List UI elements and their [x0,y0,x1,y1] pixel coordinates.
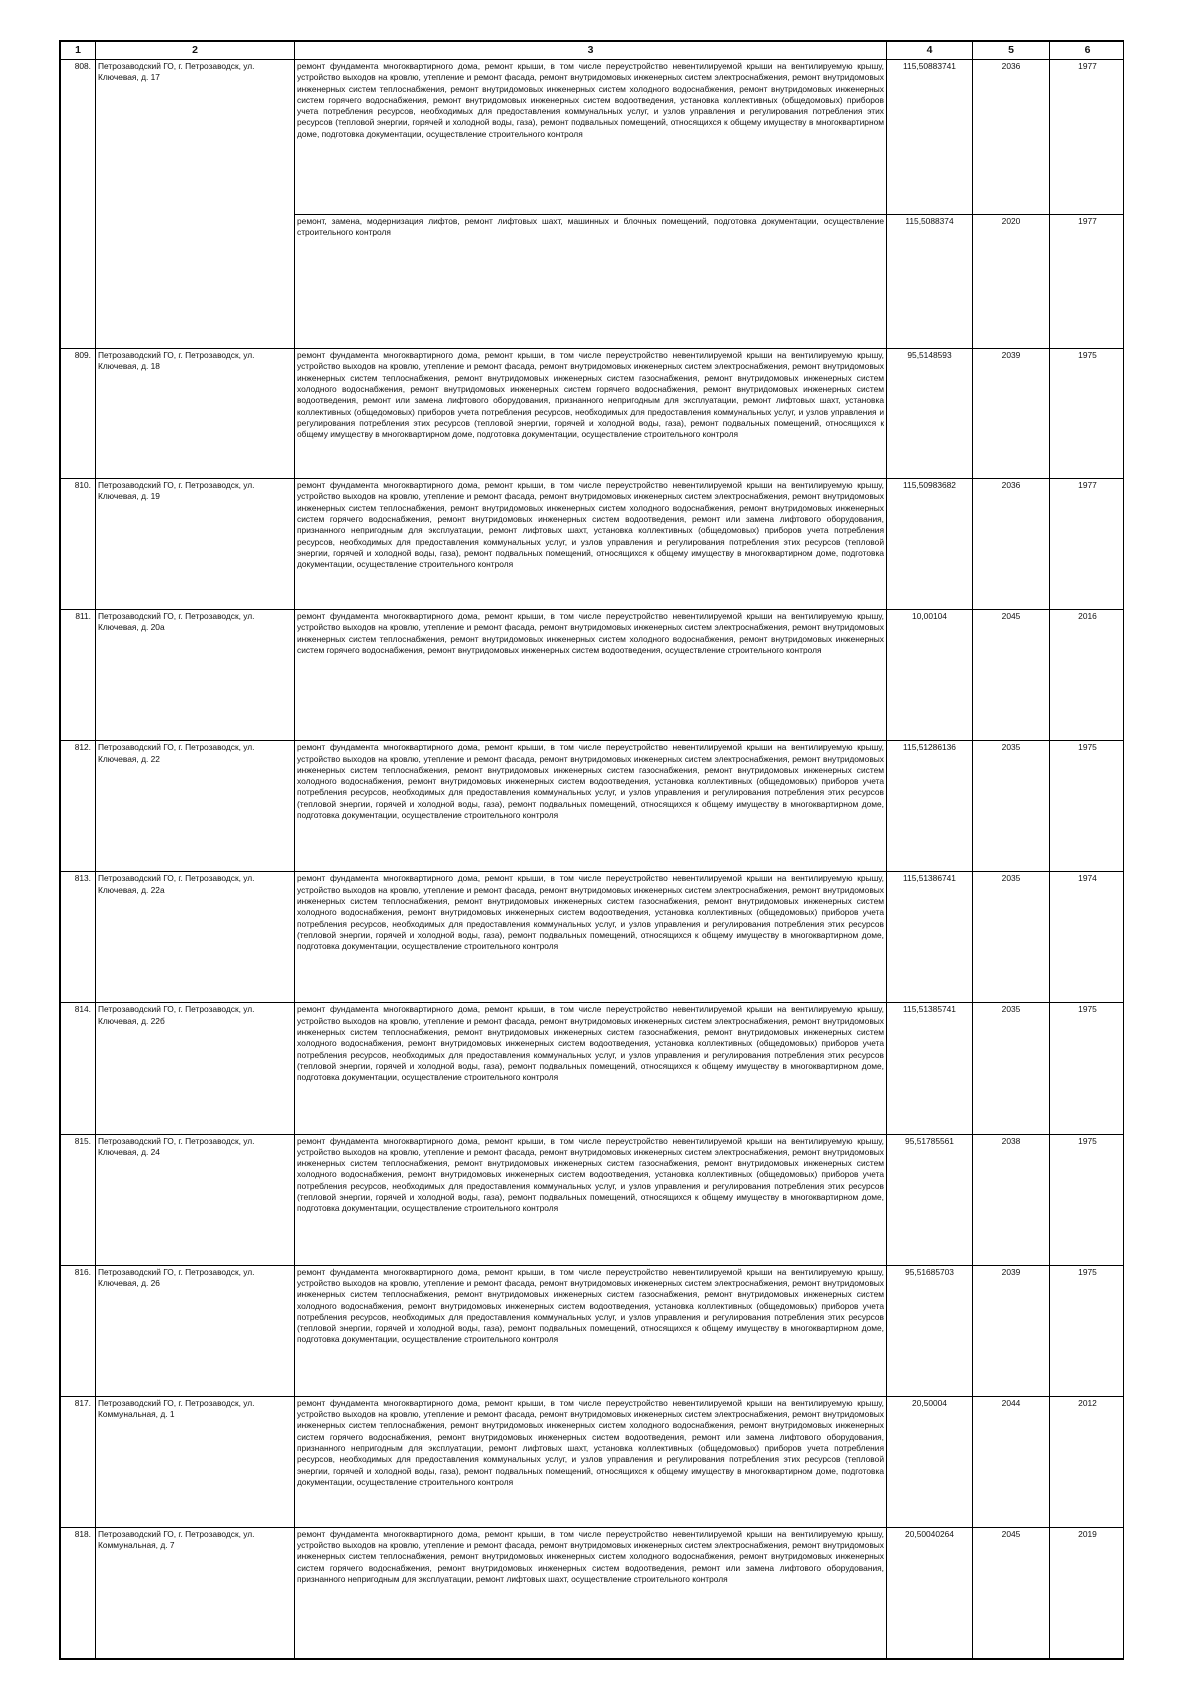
work-description-cell: ремонт фундамента многоквартирного дома, ремонт крыши, в том числе переустройство невентилируемой крыши на вентилируемую крышу, устройство выходов на кровлю, утепление и ремонт фасада, ремонт внутридомовых инженерных систем электроснабжения, ремонт внутридомовых инженерных систем теплоснабжения, ремонт внутридомовых инженерных систем холодного водоснабжения, ремонт внутридомовых инженерных систем горячего водоснабжения, ремонт внутридомовых инженерных систем водоотведения, ремонт или замена лифтового оборудования, признанного непригодным для эксплуатации, ремонт лифтовых шахт, осуществление строительного контроля [295,1527,887,1658]
year-planned-cell: 2035 [973,872,1050,1003]
table-row [61,1003,1125,1134]
col4-value-cell: 95,5148593 [887,349,973,479]
year-built-cell: 1977 [1050,479,1125,610]
row-number: 816. [61,1265,96,1396]
col4-value-cell: 20,50004 [887,1396,973,1527]
address-cell: Петрозаводский ГО, г. Петрозаводск, ул. Ключевая, д. 20а [96,610,295,741]
col4-value-cell: 115,50883741 [887,60,973,215]
year-planned-cell: 2035 [973,741,1050,872]
table-row [61,741,1125,872]
year-planned-cell: 2045 [973,610,1050,741]
row-number: 814. [61,1003,96,1134]
col4-value-cell: 115,51386741 [887,872,973,1003]
work-description-cell: ремонт фундамента многоквартирного дома, ремонт крыши, в том числе переустройство невентилируемой крыши на вентилируемую крышу, устройство выходов на кровлю, утепление и ремонт фасада, ремонт внутридомовых инженерных систем электроснабжения, ремонт внутридомовых инженерных систем теплоснабжения, ремонт внутридомовых инженерных систем холодного водоснабжения, ремонт внутридомовых инженерных систем горячего водоснабжения, ремонт внутридомовых инженерных систем водоотведения, установка коллективных (общедомовых) приборов учета потребления ресурсов, необходимых для предоставления коммунальных услуг, и узлов управления и регулирования потребления этих ресурсов (тепловой энергии, горячей и холодной воды, газа), ремонт подвальных помещений, относящихся к общему имуществу в многоквартирном доме, подготовка документации, осуществление строительного контроля [295,60,887,215]
capital-repair-table [60,41,1124,1659]
table-row [61,610,1125,741]
work-description-cell: ремонт фундамента многоквартирного дома, ремонт крыши, в том числе переустройство невентилируемой крыши на вентилируемую крышу, устройство выходов на кровлю, утепление и ремонт фасада, ремонт внутридомовых инженерных систем электроснабжения, ремонт внутридомовых инженерных систем теплоснабжения, ремонт внутридомовых инженерных систем холодного водоснабжения, ремонт внутридомовых инженерных систем горячего водоснабжения, ремонт внутридомовых инженерных систем водоотведения, ремонт или замена лифтового оборудования, признанного непригодным для эксплуатации, ремонт лифтовых шахт, установка коллективных (общедомовых) приборов учета потребления ресурсов, необходимых для предоставления коммунальных услуг, и узлов управления и регулирования потребления этих ресурсов (тепловой энергии, горячей и холодной воды, газа), ремонт подвальных помещений, относящихся к общему имуществу в многоквартирном доме, подготовка документации, осуществление строительного контроля [295,479,887,610]
row-number: 808. [61,60,96,349]
col4-value-cell: 10,00104 [887,610,973,741]
address-cell: Петрозаводский ГО, г. Петрозаводск, ул. Ключевая, д. 17 [96,60,295,349]
year-built-cell: 2019 [1050,1527,1125,1658]
year-planned-cell: 2020 [973,214,1050,348]
row-number: 815. [61,1134,96,1265]
table-header-row [61,42,1125,60]
table-row [61,349,1125,479]
row-number: 810. [61,479,96,610]
address-cell: Петрозаводский ГО, г. Петрозаводск, ул. Ключевая, д. 24 [96,1134,295,1265]
year-built-cell: 1977 [1050,214,1125,348]
work-description-cell: ремонт фундамента многоквартирного дома, ремонт крыши, в том числе переустройство невентилируемой крыши на вентилируемую крышу, устройство выходов на кровлю, утепление и ремонт фасада, ремонт внутридомовых инженерных систем электроснабжения, ремонт внутридомовых инженерных систем теплоснабжения, ремонт внутридомовых инженерных систем газоснабжения, ремонт внутридомовых инженерных систем холодного водоснабжения, ремонт внутридомовых инженерных систем водоотведения, установка коллективных (общедомовых) приборов учета потребления ресурсов, необходимых для предоставления коммунальных услуг, и узлов управления и регулирования потребления этих ресурсов (тепловой энергии, горячей и холодной воды, газа), ремонт подвальных помещений, относящихся к общему имуществу в многоквартирном доме, подготовка документации, осуществление строительного контроля [295,1003,887,1134]
work-description-cell: ремонт фундамента многоквартирного дома, ремонт крыши, в том числе переустройство невентилируемой крыши на вентилируемую крышу, устройство выходов на кровлю, утепление и ремонт фасада, ремонт внутридомовых инженерных систем электроснабжения, ремонт внутридомовых инженерных систем теплоснабжения, ремонт внутридомовых инженерных систем холодного водоснабжения, ремонт внутридомовых инженерных систем горячего водоснабжения, ремонт внутридомовых инженерных систем водоотведения, осуществление строительного контроля [295,610,887,741]
work-description-cell: ремонт фундамента многоквартирного дома, ремонт крыши, в том числе переустройство невентилируемой крыши на вентилируемую крышу, устройство выходов на кровлю, утепление и ремонт фасада, ремонт внутридомовых инженерных систем электроснабжения, ремонт внутридомовых инженерных систем теплоснабжения, ремонт внутридомовых инженерных систем газоснабжения, ремонт внутридомовых инженерных систем холодного водоснабжения, ремонт внутридомовых инженерных систем водоотведения, установка коллективных (общедомовых) приборов учета потребления ресурсов, необходимых для предоставления коммунальных услуг, и узлов управления и регулирования потребления этих ресурсов (тепловой энергии, горячей и холодной воды, газа), ремонт подвальных помещений, относящихся к общему имуществу в многоквартирном доме, подготовка документации, осуществление строительного контроля [295,872,887,1003]
year-planned-cell: 2038 [973,1134,1050,1265]
table-row [61,1265,1125,1396]
address-cell: Петрозаводский ГО, г. Петрозаводск, ул. Ключевая, д. 19 [96,479,295,610]
row-number: 813. [61,872,96,1003]
row-number: 818. [61,1527,96,1658]
table-body [61,60,1125,1659]
col4-value-cell: 115,50983682 [887,479,973,610]
column-header: 2 [96,42,295,60]
year-planned-cell: 2036 [973,60,1050,215]
year-planned-cell: 2036 [973,479,1050,610]
year-built-cell: 2016 [1050,610,1125,741]
year-planned-cell: 2039 [973,1265,1050,1396]
address-cell: Петрозаводский ГО, г. Петрозаводск, ул. Ключевая, д. 22 [96,741,295,872]
column-header: 1 [61,42,96,60]
work-description-cell: ремонт фундамента многоквартирного дома, ремонт крыши, в том числе переустройство невентилируемой крыши на вентилируемую крышу, устройство выходов на кровлю, утепление и ремонт фасада, ремонт внутридомовых инженерных систем электроснабжения, ремонт внутридомовых инженерных систем теплоснабжения, ремонт внутридомовых инженерных систем газоснабжения, ремонт внутридомовых инженерных систем холодного водоснабжения, ремонт внутридомовых инженерных систем водоотведения, установка коллективных (общедомовых) приборов учета потребления ресурсов, необходимых для предоставления коммунальных услуг, и узлов управления и регулирования потребления этих ресурсов (тепловой энергии, горячей и холодной воды, газа), ремонт подвальных помещений, относящихся к общему имуществу в многоквартирном доме, подготовка документации, осуществление строительного контроля [295,1265,887,1396]
table-row [61,1527,1125,1658]
col4-value-cell: 115,51286136 [887,741,973,872]
year-planned-cell: 2039 [973,349,1050,479]
address-cell: Петрозаводский ГО, г. Петрозаводск, ул. Ключевая, д. 22б [96,1003,295,1134]
column-header: 6 [1050,42,1125,60]
col4-value-cell: 115,51385741 [887,1003,973,1134]
work-description-cell: ремонт фундамента многоквартирного дома, ремонт крыши, в том числе переустройство невентилируемой крыши на вентилируемую крышу, устройство выходов на кровлю, утепление и ремонт фасада, ремонт внутридомовых инженерных систем электроснабжения, ремонт внутридомовых инженерных систем теплоснабжения, ремонт внутридомовых инженерных систем газоснабжения, ремонт внутридомовых инженерных систем холодного водоснабжения, ремонт внутридомовых инженерных систем горячего водоснабжения, ремонт внутридомовых инженерных систем водоотведения, ремонт или замена лифтового оборудования, признанного непригодным для эксплуатации, ремонт лифтовых шахт, установка коллективных (общедомовых) приборов учета потребления ресурсов, необходимых для предоставления коммунальных услуг, и узлов управления и регулирования потребления этих ресурсов (тепловой энергии, горячей и холодной воды, газа), ремонт подвальных помещений, относящихся к общему имуществу в многоквартирном доме, подготовка документации, осуществление строительного контроля [295,349,887,479]
row-number: 817. [61,1396,96,1527]
table-row [61,872,1125,1003]
address-cell: Петрозаводский ГО, г. Петрозаводск, ул. Ключевая, д. 22а [96,872,295,1003]
address-cell: Петрозаводский ГО, г. Петрозаводск, ул. Ключевая, д. 26 [96,1265,295,1396]
col4-value-cell: 115,5088374 [887,214,973,348]
year-built-cell: 1975 [1050,349,1125,479]
table-row [61,60,1125,215]
work-description-cell: ремонт фундамента многоквартирного дома, ремонт крыши, в том числе переустройство невентилируемой крыши на вентилируемую крышу, устройство выходов на кровлю, утепление и ремонт фасада, ремонт внутридомовых инженерных систем электроснабжения, ремонт внутридомовых инженерных систем теплоснабжения, ремонт внутридомовых инженерных систем газоснабжения, ремонт внутридомовых инженерных систем холодного водоснабжения, ремонт внутридомовых инженерных систем водоотведения, установка коллективных (общедомовых) приборов учета потребления ресурсов, необходимых для предоставления коммунальных услуг, и узлов управления и регулирования потребления этих ресурсов (тепловой энергии, горячей и холодной воды, газа), ремонт подвальных помещений, относящихся к общему имуществу в многоквартирном доме, подготовка документации, осуществление строительного контроля [295,1134,887,1265]
row-number: 809. [61,349,96,479]
table-row [61,479,1125,610]
column-header: 4 [887,42,973,60]
address-cell: Петрозаводский ГО, г. Петрозаводск, ул. Коммунальная, д. 7 [96,1527,295,1658]
year-built-cell: 2012 [1050,1396,1125,1527]
document-sheet [59,40,1124,1660]
col4-value-cell: 20,50040264 [887,1527,973,1658]
year-built-cell: 1975 [1050,1003,1125,1134]
year-built-cell: 1974 [1050,872,1125,1003]
year-planned-cell: 2044 [973,1396,1050,1527]
work-description-cell: ремонт фундамента многоквартирного дома, ремонт крыши, в том числе переустройство невентилируемой крыши на вентилируемую крышу, устройство выходов на кровлю, утепление и ремонт фасада, ремонт внутридомовых инженерных систем электроснабжения, ремонт внутридомовых инженерных систем теплоснабжения, ремонт внутридомовых инженерных систем холодного водоснабжения, ремонт внутридомовых инженерных систем горячего водоснабжения, ремонт внутридомовых инженерных систем водоотведения, ремонт или замена лифтового оборудования, признанного непригодным для эксплуатации, ремонт лифтовых шахт, установка коллективных (общедомовых) приборов учета потребления ресурсов, необходимых для предоставления коммунальных услуг, и узлов управления и регулирования потребления этих ресурсов (тепловой энергии, горячей и холодной воды, газа), ремонт подвальных помещений, относящихся к общему имуществу в многоквартирном доме, подготовка документации, осуществление строительного контроля [295,1396,887,1527]
year-planned-cell: 2035 [973,1003,1050,1134]
col4-value-cell: 95,51785561 [887,1134,973,1265]
year-built-cell: 1975 [1050,741,1125,872]
row-number: 811. [61,610,96,741]
row-number: 812. [61,741,96,872]
year-built-cell: 1975 [1050,1265,1125,1396]
year-built-cell: 1977 [1050,60,1125,215]
column-header: 3 [295,42,887,60]
work-description-cell: ремонт, замена, модернизация лифтов, ремонт лифтовых шахт, машинных и блочных помещений, подготовка документации, осуществление строительного контроля [295,214,887,348]
year-planned-cell: 2045 [973,1527,1050,1658]
table-row [61,1396,1125,1527]
column-header: 5 [973,42,1050,60]
col4-value-cell: 95,51685703 [887,1265,973,1396]
address-cell: Петрозаводский ГО, г. Петрозаводск, ул. Коммунальная, д. 1 [96,1396,295,1527]
table-row [61,1134,1125,1265]
work-description-cell: ремонт фундамента многоквартирного дома, ремонт крыши, в том числе переустройство невентилируемой крыши на вентилируемую крышу, устройство выходов на кровлю, утепление и ремонт фасада, ремонт внутридомовых инженерных систем электроснабжения, ремонт внутридомовых инженерных систем теплоснабжения, ремонт внутридомовых инженерных систем газоснабжения, ремонт внутридомовых инженерных систем холодного водоснабжения, ремонт внутридомовых инженерных систем водоотведения, установка коллективных (общедомовых) приборов учета потребления ресурсов, необходимых для предоставления коммунальных услуг, и узлов управления и регулирования потребления этих ресурсов (тепловой энергии, горячей и холодной воды, газа), ремонт подвальных помещений, относящихся к общему имуществу в многоквартирном доме, подготовка документации, осуществление строительного контроля [295,741,887,872]
address-cell: Петрозаводский ГО, г. Петрозаводск, ул. Ключевая, д. 18 [96,349,295,479]
year-built-cell: 1975 [1050,1134,1125,1265]
